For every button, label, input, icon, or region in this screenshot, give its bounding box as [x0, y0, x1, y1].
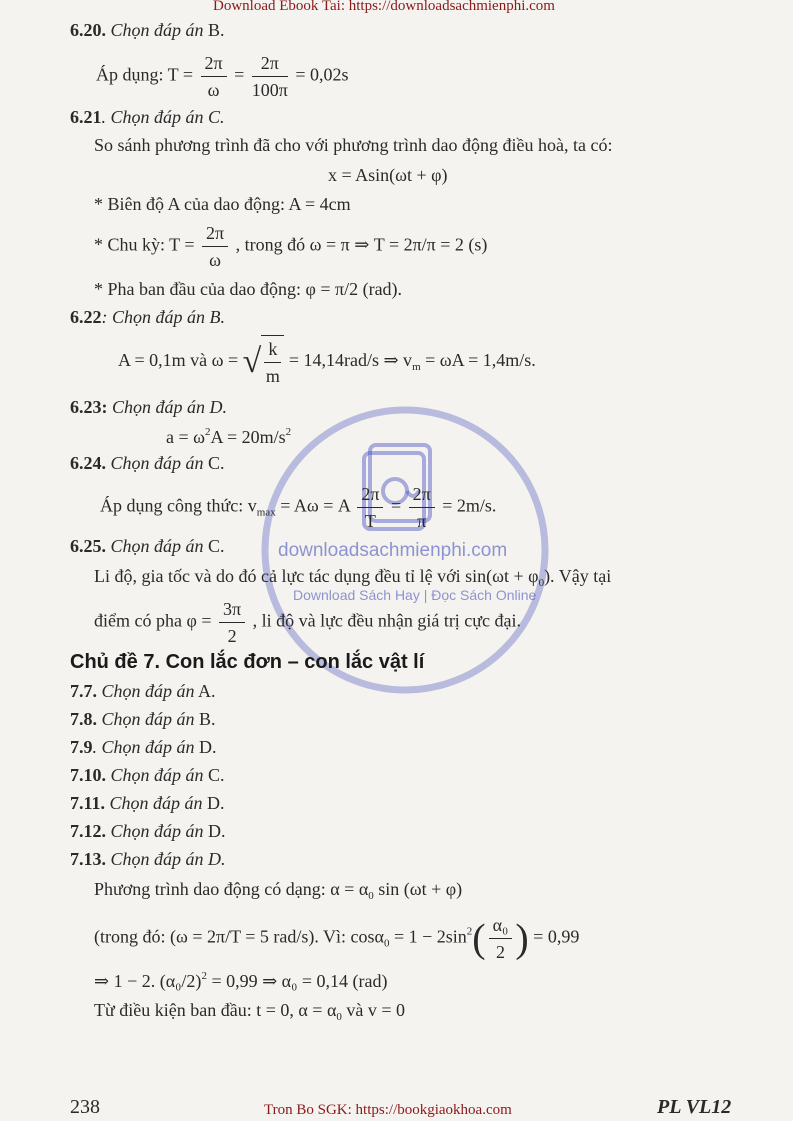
text: Li độ, gia tốc và do đó cả lực tác dụng đều tỉ lệ với sin(ωt + φ	[94, 566, 539, 586]
paren: (	[472, 915, 486, 961]
paren: )	[515, 915, 529, 961]
item-number: 6.24.	[70, 453, 106, 473]
list-item	[70, 709, 216, 730]
choice-letter: C.	[208, 536, 225, 556]
choice-letter: D.	[199, 737, 217, 757]
square-root	[243, 335, 285, 389]
numerator: α₀	[489, 912, 513, 939]
text: = ωA = 1,4m/s.	[425, 350, 536, 371]
item-6-20-title	[70, 20, 225, 41]
item-number: 6.20.	[70, 20, 106, 40]
fraction	[357, 481, 383, 534]
text: = 14,14rad/s ⇒ v	[288, 350, 413, 371]
choice-label: Chọn đáp án	[110, 821, 204, 841]
choice-label: Chọn đáp án	[101, 709, 195, 729]
item-number: 7.7.	[70, 681, 97, 701]
denominator: 100π	[251, 80, 288, 100]
choice-label: : Chọn đáp án B.	[101, 307, 225, 327]
equation: x = Asin(ωt + φ)	[328, 165, 448, 185]
denominator: π	[417, 511, 427, 531]
choice-letter: C.	[208, 453, 225, 473]
numerator: 2π	[202, 220, 228, 247]
item-7-13-title	[70, 849, 226, 870]
choice-label: Chọn đáp án	[101, 681, 195, 701]
item-number: 6.21	[70, 107, 102, 127]
numerator: 2π	[357, 481, 383, 508]
formula-6-20	[96, 50, 349, 103]
denominator: 2	[227, 626, 237, 646]
section-heading: Chủ đề 7. Con lắc đơn – con lắc vật lí	[70, 651, 425, 673]
item-number: 7.9	[70, 737, 93, 757]
item-number: 7.8.	[70, 709, 97, 729]
fraction	[201, 50, 227, 103]
item-number: 7.12.	[70, 821, 106, 841]
numerator: 3π	[219, 596, 245, 623]
watermark-tagline: Download Sách Hay | Đọc Sách Online	[293, 587, 537, 603]
text: =	[234, 64, 245, 85]
superscript: 2	[201, 970, 207, 982]
subscript: 0	[538, 577, 545, 589]
item-6-21-title	[70, 107, 225, 128]
formula-6-24	[100, 481, 496, 534]
item-number: 7.10.	[70, 765, 106, 785]
text: Áp dụng công thức: v	[100, 495, 257, 516]
text: , trong đó ω = π ⇒ T = 2π/π = 2 (s)	[235, 234, 488, 255]
text: (trong đó: (ω = 2π/T = 5 rad/s). Vì: cosα	[94, 926, 384, 947]
text: sin (ωt + φ)	[378, 879, 463, 899]
choice-letter: C.	[208, 765, 225, 785]
text: = 0,02s	[295, 64, 349, 85]
text: ⇒ 1 − 2. (α₀/2)	[94, 971, 202, 991]
choice-label: Chọn đáp án D.	[112, 397, 228, 417]
choice-letter: D.	[207, 793, 225, 813]
text: = 0,99	[533, 926, 580, 947]
item-number: 6.23:	[70, 397, 108, 417]
superscript: 2	[466, 925, 473, 938]
item-6-25-title	[70, 536, 225, 557]
choice-label: Chọn đáp án	[110, 765, 204, 785]
subscript: 0	[383, 937, 390, 950]
subscript: 0	[368, 890, 374, 902]
fraction	[409, 481, 435, 534]
choice-letter: B.	[208, 20, 225, 40]
choice-letter: D.	[208, 821, 226, 841]
choice-label: Chọn đáp án	[110, 453, 204, 473]
text: điểm có pha φ =	[94, 610, 212, 631]
text: Áp dụng: T =	[96, 64, 193, 85]
text: = 2m/s.	[442, 495, 497, 516]
denominator: 2	[495, 942, 505, 962]
formula-6-22	[118, 335, 536, 389]
paragraph-line	[94, 596, 521, 649]
item-6-23-title	[70, 397, 227, 418]
numerator: 2π	[201, 50, 227, 77]
list-item	[70, 681, 216, 702]
item-number: 6.25.	[70, 536, 106, 556]
paragraph-line	[94, 912, 579, 965]
text: A = 0,1m và ω =	[118, 350, 239, 371]
text: , li độ và lực đều nhận giá trị cực đại.	[252, 610, 522, 631]
paragraph-line	[94, 879, 462, 902]
superscript: 2	[205, 426, 211, 438]
numerator: 2π	[409, 481, 435, 508]
numerator: 2π	[252, 50, 288, 77]
item-number: 7.13.	[70, 849, 106, 869]
superscript: 2	[285, 426, 292, 438]
text: = 0,99 ⇒ α₀ = 0,14 (rad)	[211, 971, 388, 991]
denominator: ω	[209, 250, 221, 270]
text: ). Vậy tại	[544, 566, 612, 586]
page-number: 238	[70, 1096, 100, 1118]
text: và v = 0	[346, 1000, 406, 1020]
item-number: 6.22	[70, 307, 102, 327]
paragraph-line	[94, 1000, 405, 1023]
footer-banner[interactable]: Tron Bo SGK: https://bookgiaokhoa.com	[264, 1102, 512, 1118]
footer-code: PL VL12	[657, 1096, 732, 1118]
watermark-site: downloadsachmienphi.com	[278, 540, 508, 561]
radical-sign: √	[242, 343, 262, 380]
choice-label: . Chọn đáp án	[92, 737, 195, 757]
choice-letter: A.	[198, 681, 216, 701]
list-item	[70, 821, 226, 842]
item-6-22-title	[70, 307, 225, 328]
choice-label: Chọn đáp án	[110, 20, 204, 40]
paragraph-line	[94, 970, 388, 992]
fraction	[489, 912, 513, 965]
choice-label: . Chọn đáp án C.	[101, 107, 225, 127]
text: =	[390, 495, 402, 516]
text: a = ω	[166, 427, 205, 447]
period-line	[94, 220, 487, 273]
subscript: 0	[336, 1011, 342, 1023]
subscript: m	[412, 361, 421, 374]
text: * Chu kỳ: T =	[94, 234, 195, 255]
fraction	[252, 50, 288, 103]
choice-label: Chọn đáp án	[110, 536, 204, 556]
denominator: T	[364, 511, 376, 531]
choice-letter: B.	[199, 709, 216, 729]
text: Từ điều kiện ban đầu: t = 0, α = α	[94, 1000, 337, 1020]
formula-6-23	[166, 426, 291, 448]
item-number: 7.11.	[70, 793, 106, 813]
paragraph-line	[94, 566, 611, 589]
intro-text: So sánh phương trình đã cho với phương trình dao động điều hoà, ta có:	[94, 135, 613, 155]
list-item	[70, 765, 225, 786]
fraction	[219, 596, 245, 649]
phase-line: * Pha ban đầu của dao động: φ = π/2 (rad).	[94, 279, 403, 299]
amplitude-line: * Biên độ A của dao động: A = 4cm	[94, 194, 351, 214]
text: = 1 − 2sin	[393, 926, 467, 947]
numerator: k	[264, 336, 281, 363]
item-6-24-title	[70, 453, 225, 474]
text: A = 20m/s	[210, 427, 286, 447]
list-item	[70, 737, 217, 758]
list-item	[70, 793, 225, 814]
text: = Aω = A	[280, 495, 350, 516]
choice-label: Chọn đáp án	[109, 793, 203, 813]
denominator: ω	[207, 80, 220, 100]
fraction	[202, 220, 228, 273]
denominator: m	[265, 366, 280, 386]
subscript: max	[256, 506, 276, 519]
text: Phương trình dao động có dạng: α = α	[94, 879, 369, 899]
choice-label: Chọn đáp án D.	[110, 849, 226, 869]
header-banner[interactable]: Download Ebook Tai: https://downloadsachmienphi.com	[213, 0, 555, 14]
fraction	[264, 336, 281, 389]
